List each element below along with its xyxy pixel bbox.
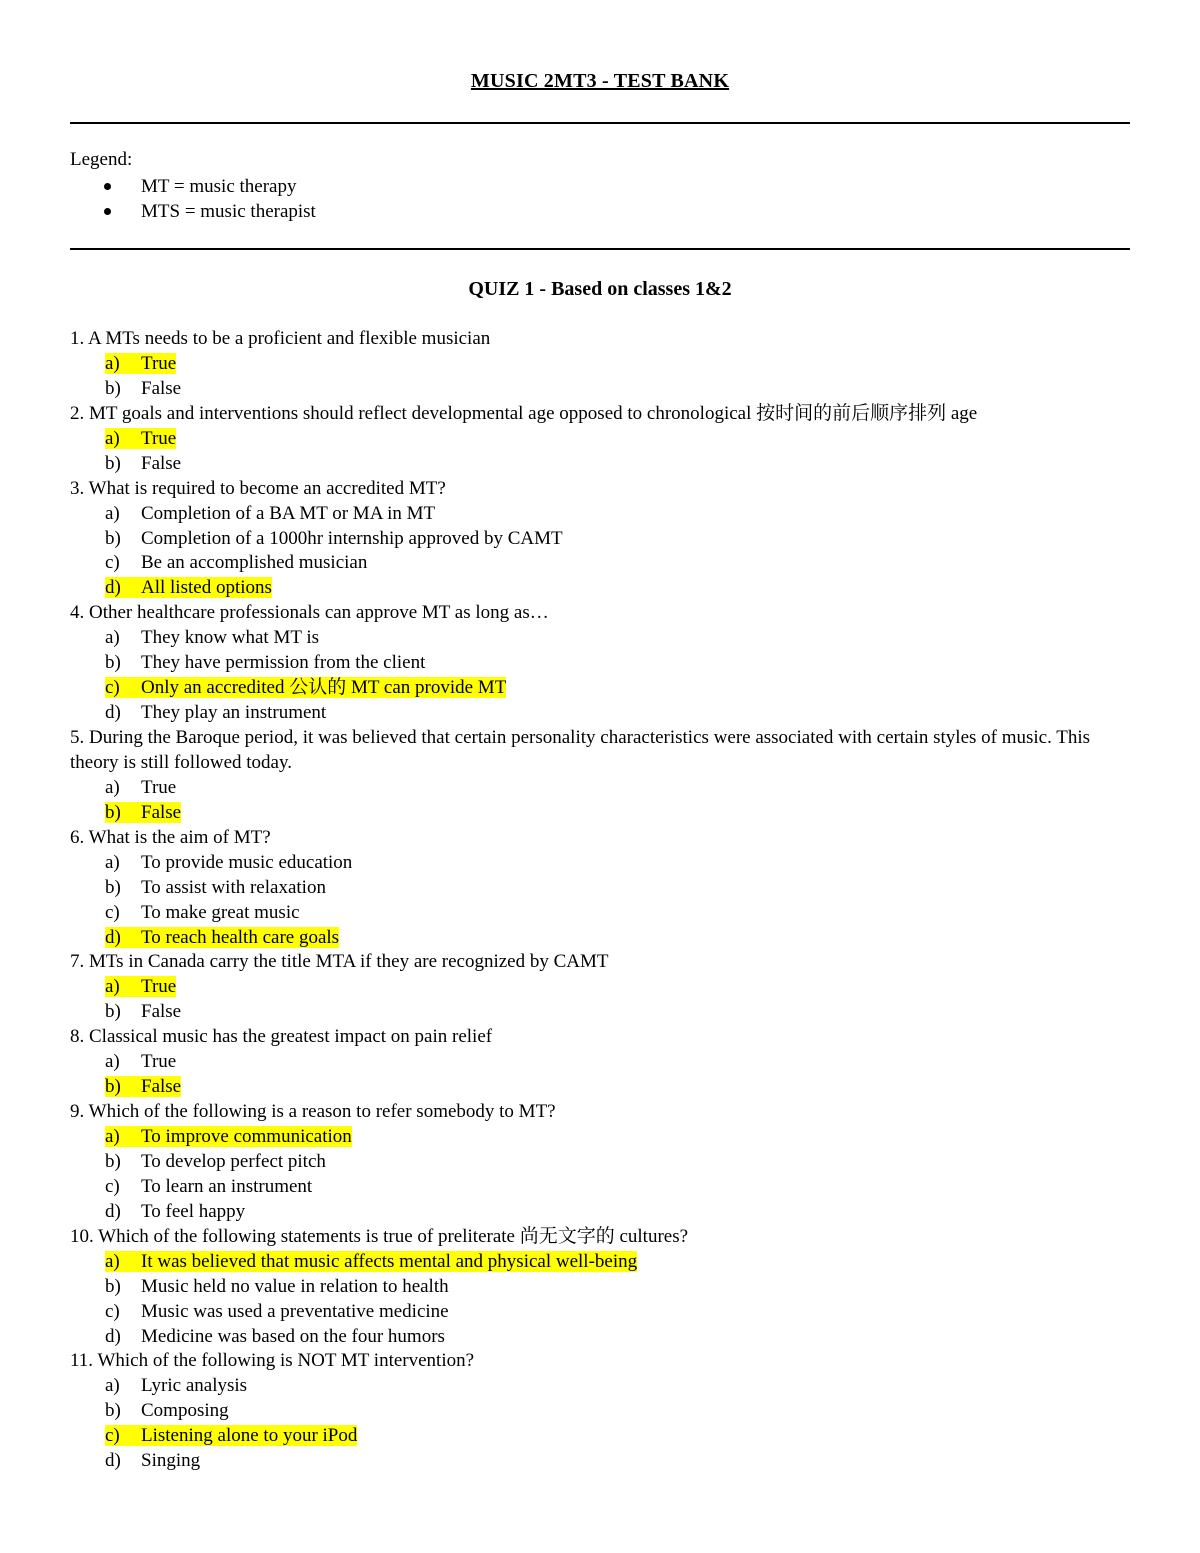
- option-text: True: [141, 1051, 177, 1073]
- answer-option: [70, 1050, 1130, 1075]
- answer-option: [70, 901, 1130, 926]
- option-text: Listening alone to your iPod: [141, 1425, 358, 1447]
- answer-option-content: [105, 1001, 181, 1022]
- option-text: To feel happy: [141, 1200, 246, 1222]
- option-text: To reach health care goals: [141, 926, 340, 948]
- question-text: 4. Other healthcare professionals can approve MT as long as…: [70, 602, 549, 624]
- answer-option: [70, 452, 1130, 477]
- answer-option: [70, 1200, 1130, 1225]
- divider: [70, 248, 1130, 250]
- answer-option-content: [105, 877, 326, 898]
- option-text: False: [141, 377, 182, 399]
- answer-option-content: [105, 627, 319, 648]
- answer-option: [70, 1424, 1130, 1449]
- correct-answer-highlight: [105, 1425, 357, 1446]
- option-text: Be an accomplished musician: [141, 552, 368, 574]
- option-letter: c): [105, 1425, 120, 1447]
- question-text: 1. A MTs needs to be a proficient and flexible musician: [70, 328, 491, 349]
- answer-option-content: [105, 378, 181, 399]
- option-letter: b): [105, 876, 121, 898]
- answer-option-content: [105, 1051, 176, 1072]
- answer-option: [70, 975, 1130, 1000]
- option-letter: b): [105, 1001, 121, 1023]
- correct-answer-highlight: [105, 802, 181, 823]
- answer-option: [70, 1125, 1130, 1150]
- option-letter: a): [105, 352, 120, 374]
- answer-option: [70, 1175, 1130, 1200]
- answer-option-content: [105, 1301, 449, 1322]
- option-letter: a): [105, 427, 120, 449]
- question-text: 10. Which of the following statements is true of preliterate 尚无文字的 cultures?: [70, 1225, 689, 1247]
- option-letter: a): [105, 1051, 120, 1073]
- legend-item: [70, 174, 316, 199]
- answer-option-content: [105, 1151, 326, 1172]
- answer-option: [70, 851, 1130, 876]
- option-letter: b): [105, 1275, 121, 1297]
- option-letter: d): [105, 1200, 121, 1222]
- option-text: To provide music education: [141, 851, 353, 873]
- option-letter: c): [105, 1175, 120, 1197]
- option-letter: d): [105, 926, 121, 948]
- option-letter: a): [105, 1126, 120, 1148]
- question-text: 2. MT goals and interventions should reflect developmental age opposed to chronological 按时间的前后顺序排列 age: [70, 402, 978, 424]
- answer-option-content: [105, 777, 176, 798]
- answer-option: [70, 801, 1130, 826]
- option-text: They know what MT is: [141, 627, 320, 649]
- answer-option: [70, 527, 1130, 552]
- option-letter: d): [105, 1450, 121, 1472]
- option-text: False: [141, 452, 182, 474]
- option-text: Only an accredited 公认的 MT can provide MT: [141, 677, 507, 699]
- option-text: Music was used a preventative medicine: [141, 1300, 449, 1322]
- option-letter: b): [105, 377, 121, 399]
- option-letter: c): [105, 552, 120, 574]
- option-text: Completion of a BA MT or MA in MT: [141, 502, 436, 524]
- answer-option-content: [105, 453, 181, 474]
- correct-answer-highlight: [105, 677, 506, 698]
- answer-option-content: [105, 552, 367, 573]
- legend-item-text: MT = music therapy: [141, 176, 297, 197]
- option-letter: b): [105, 1400, 121, 1422]
- option-letter: c): [105, 677, 120, 699]
- option-text: To assist with relaxation: [141, 876, 326, 898]
- option-letter: d): [105, 577, 121, 599]
- option-text: Music held no value in relation to health: [141, 1275, 449, 1297]
- option-letter: b): [105, 652, 121, 674]
- option-text: To learn an instrument: [141, 1175, 313, 1197]
- answer-option-content: [105, 503, 435, 524]
- answer-option: [70, 1325, 1130, 1350]
- answer-option-content: [105, 1276, 449, 1297]
- option-text: They have permission from the client: [141, 652, 426, 674]
- answer-option: [70, 1449, 1130, 1474]
- option-letter: d): [105, 1325, 121, 1347]
- question-text: 11. Which of the following is NOT MT intervention?: [70, 1350, 475, 1372]
- question-text: 5. During the Baroque period, it was believed that certain personality characteristics were associated with certain styles of music. This theory is still followed today.: [70, 727, 1091, 773]
- answer-option: [70, 1075, 1130, 1100]
- answer-option: [70, 1374, 1130, 1399]
- question-text: 8. Classical music has the greatest impact on pain relief: [70, 1026, 493, 1048]
- answer-option: [70, 352, 1130, 377]
- option-text: It was believed that music affects mental and physical well-being: [141, 1250, 638, 1272]
- correct-answer-highlight: [105, 353, 176, 374]
- question-text: 6. What is the aim of MT?: [70, 826, 271, 848]
- option-text: False: [141, 1076, 182, 1098]
- answer-option: [70, 701, 1130, 726]
- option-letter: a): [105, 1250, 120, 1272]
- legend-list: [70, 174, 316, 224]
- answer-option: [70, 776, 1130, 801]
- answer-option: [70, 1250, 1130, 1275]
- option-text: Lyric analysis: [141, 1375, 248, 1397]
- correct-answer-highlight: [105, 1126, 352, 1147]
- option-text: Singing: [141, 1450, 201, 1472]
- option-text: Completion of a 1000hr internship approved by CAMT: [141, 527, 563, 549]
- option-letter: b): [105, 452, 121, 474]
- answer-option: [70, 502, 1130, 527]
- option-text: True: [141, 352, 177, 374]
- answer-option: [70, 1399, 1130, 1424]
- answer-option-content: [105, 528, 563, 549]
- correct-answer-highlight: [105, 1251, 637, 1272]
- correct-answer-highlight: [105, 927, 339, 948]
- answer-option-content: [105, 1450, 200, 1471]
- answer-option: [70, 1275, 1130, 1300]
- answer-option-content: [105, 902, 300, 923]
- question-text: 9. Which of the following is a reason to refer somebody to MT?: [70, 1101, 556, 1123]
- option-letter: b): [105, 527, 121, 549]
- answer-option: [70, 576, 1130, 601]
- correct-answer-highlight: [105, 976, 176, 997]
- divider: [70, 122, 1130, 124]
- option-text: To develop perfect pitch: [141, 1150, 326, 1172]
- correct-answer-highlight: [105, 1076, 181, 1097]
- question-text: 7. MTs in Canada carry the title MTA if they are recognized by CAMT: [70, 951, 609, 973]
- answer-option: [70, 676, 1130, 701]
- answer-option-content: [105, 652, 425, 673]
- option-text: True: [141, 976, 177, 998]
- question-list: [70, 327, 1130, 1474]
- option-text: To make great music: [141, 901, 300, 923]
- answer-option: [70, 1300, 1130, 1325]
- option-letter: a): [105, 502, 120, 524]
- option-letter: c): [105, 901, 120, 923]
- option-text: All listed options: [141, 577, 272, 599]
- option-letter: b): [105, 1076, 121, 1098]
- correct-answer-highlight: [105, 428, 176, 449]
- legend-item: [70, 199, 316, 224]
- option-text: False: [141, 801, 182, 823]
- answer-option: [70, 551, 1130, 576]
- quiz-title: QUIZ 1 - Based on classes 1&2: [468, 278, 732, 300]
- answer-option-content: [105, 1375, 247, 1396]
- option-letter: a): [105, 776, 120, 798]
- option-letter: a): [105, 1375, 120, 1397]
- answer-option-content: [105, 1201, 245, 1222]
- option-letter: a): [105, 627, 120, 649]
- correct-answer-highlight: [105, 577, 272, 598]
- answer-option: [70, 377, 1130, 402]
- answer-option: [70, 1150, 1130, 1175]
- option-text: To improve communication: [141, 1126, 352, 1148]
- option-text: False: [141, 1001, 182, 1023]
- option-letter: d): [105, 702, 121, 724]
- option-letter: b): [105, 801, 121, 823]
- answer-option: [70, 876, 1130, 901]
- option-letter: a): [105, 851, 120, 873]
- legend-label: Legend:: [70, 149, 133, 170]
- option-letter: a): [105, 976, 120, 998]
- answer-option: [70, 626, 1130, 651]
- option-letter: b): [105, 1150, 121, 1172]
- answer-option: [70, 926, 1130, 951]
- option-letter: c): [105, 1300, 120, 1322]
- option-text: Composing: [141, 1400, 229, 1422]
- answer-option-content: [105, 1326, 445, 1347]
- legend-item-text: MTS = music therapist: [141, 201, 316, 222]
- answer-option-content: [105, 702, 326, 723]
- answer-option: [70, 427, 1130, 452]
- answer-option-content: [105, 1176, 312, 1197]
- bullet-icon: [104, 183, 111, 190]
- bullet-icon: [104, 208, 111, 215]
- question-text: 3. What is required to become an accredited MT?: [70, 477, 446, 499]
- option-text: True: [141, 776, 177, 798]
- option-text: They play an instrument: [141, 702, 327, 724]
- page-title: MUSIC 2MT3 - TEST BANK: [470, 70, 730, 92]
- option-text: Medicine was based on the four humors: [141, 1325, 445, 1347]
- option-text: True: [141, 427, 177, 449]
- answer-option: [70, 651, 1130, 676]
- answer-option-content: [105, 852, 352, 873]
- answer-option-content: [105, 1400, 229, 1421]
- answer-option: [70, 1000, 1130, 1025]
